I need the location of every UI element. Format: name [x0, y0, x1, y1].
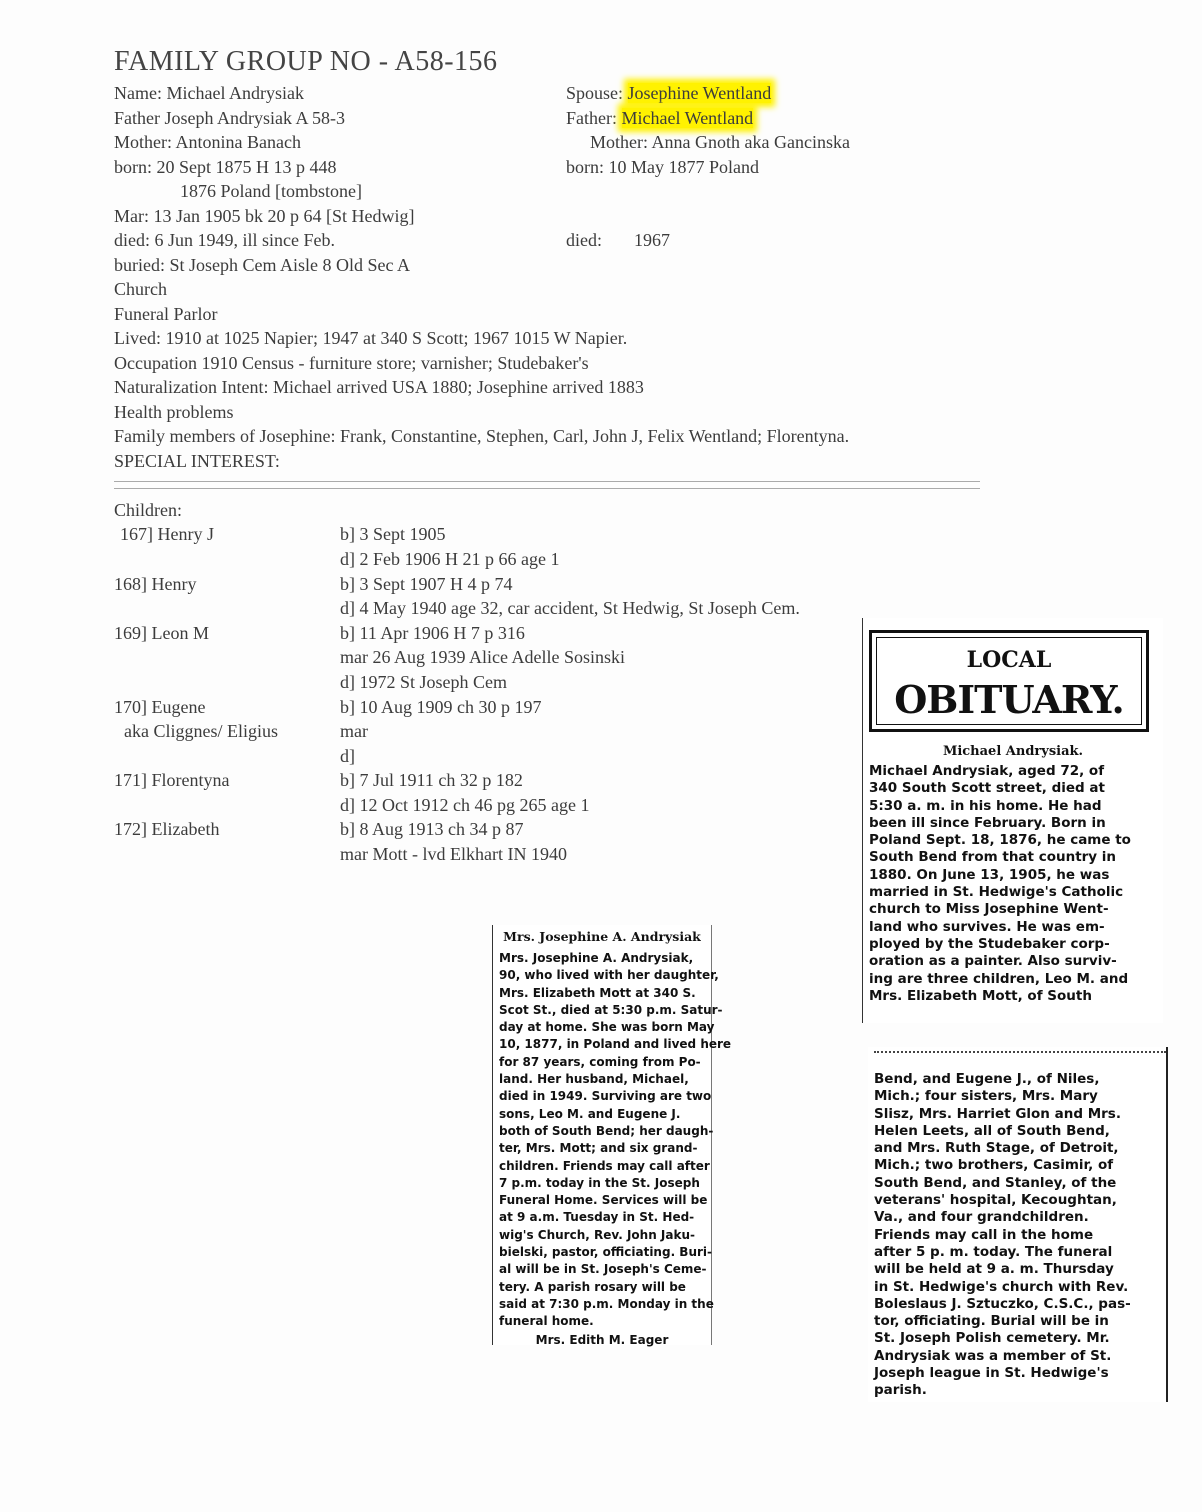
clipping-line: Funeral Home. Services will be: [499, 1193, 708, 1208]
clipping-line: al will be in St. Joseph's Ceme-: [499, 1262, 707, 1277]
lived-line: Lived: 1910 at 1025 Napier; 1947 at 340 S Scott; 1967 1015 W Napier.: [114, 328, 628, 348]
clipping-line: 90, who lived with her daughter,: [499, 968, 719, 983]
name-line: Name: Michael Andrysiak: [114, 83, 304, 103]
page-title: FAMILY GROUP NO - A58-156: [114, 46, 498, 77]
clipping-body-continued: [868, 1071, 1166, 1400]
child-alias: aka Cliggnes/ Eligius: [124, 721, 278, 741]
spouse-mother-line: Mother: Anna Gnoth aka Gancinska: [590, 132, 850, 152]
clipping-line: sons, Leo M. and Eugene J.: [499, 1106, 681, 1121]
clipping-line: 340 South Scott street, died at: [869, 780, 1105, 797]
clipping-line: funeral home.: [499, 1314, 594, 1329]
child-detail: b] 8 Aug 1913 ch 34 p 87: [340, 819, 524, 839]
child-detail: b] 3 Sept 1905: [340, 524, 446, 544]
clipping-line: in St. Hedwige's church with Rev.: [874, 1278, 1129, 1295]
masthead-obituary: OBITUARY.: [894, 677, 1124, 722]
clipping-line: bielski, pastor, officiating. Buri-: [499, 1245, 712, 1260]
clipping-line: ing are three children, Leo M. and: [869, 970, 1129, 987]
clipping-line: St. Joseph Polish cemetery. Mr.: [874, 1330, 1110, 1347]
michael-obituary-clipping: [862, 618, 1163, 1023]
josephine-obituary-clipping: [492, 925, 732, 1347]
clipping-line: veterans' hospital, Kecoughtan,: [874, 1192, 1117, 1209]
funeral-parlor-line: Funeral Parlor: [114, 304, 218, 324]
clipping-signature: Mrs. Edith M. Eager: [535, 1332, 669, 1347]
special-interest-line: SPECIAL INTEREST:: [114, 451, 280, 471]
clipping-body: [493, 950, 732, 1331]
health-line: Health problems: [114, 402, 234, 422]
clipping-line: Joseph league in St. Hedwige's: [874, 1365, 1109, 1382]
clipping-line: 5:30 a. m. in his home. He had: [869, 797, 1102, 814]
child-detail: d] 12 Oct 1912 ch 46 pg 265 age 1: [340, 795, 590, 815]
clipping-line: Helen Leets, all of South Bend,: [874, 1122, 1110, 1139]
buried-line: buried: St Joseph Cem Aisle 8 Old Sec A: [114, 255, 410, 275]
child-name: 167] Henry J: [120, 524, 214, 544]
clipping-line: Mrs. Josephine A. Andrysiak,: [499, 951, 694, 965]
clipping-line: Va., and four grandchildren.: [874, 1209, 1089, 1226]
clipping-line: oration as a painter. Also surviv-: [869, 953, 1117, 970]
clipping-line: said at 7:30 p.m. Monday in the: [499, 1296, 714, 1311]
clipping-line: been ill since February. Born in: [869, 814, 1106, 831]
clipping-line: South Bend from that country in: [869, 849, 1117, 866]
child-detail: b] 11 Apr 1906 H 7 p 316: [340, 623, 525, 643]
child-detail: mar: [340, 721, 368, 741]
masthead-local: LOCAL: [966, 647, 1052, 673]
child-detail: d] 2 Feb 1906 H 21 p 66 age 1: [340, 549, 560, 569]
clipping-heading: Mrs. Josephine A. Andrysiak: [503, 929, 701, 944]
clipping-body: [863, 763, 1163, 1005]
clipping-line: and Mrs. Ruth Stage, of Detroit,: [874, 1140, 1119, 1157]
clipping-line: South Bend, and Stanley, of the: [874, 1174, 1117, 1191]
child-detail: d] 4 May 1940 age 32, car accident, St Hedwig, St Joseph Cem.: [340, 598, 800, 618]
clipping-line: Bend, and Eugene J., of Niles,: [874, 1071, 1100, 1087]
clipping-line: 1880. On June 13, 1905, he was: [869, 866, 1110, 883]
clipping-line: at 9 a.m. Tuesday in St. Hed-: [499, 1210, 695, 1225]
clipping-line: both of South Bend; her daugh-: [499, 1123, 714, 1138]
clipping-line: for 87 years, coming from Po-: [499, 1054, 701, 1069]
died-line: died: 6 Jun 1949, ill since Feb.: [114, 230, 335, 250]
spouse-born-line: born: 10 May 1877 Poland: [566, 157, 759, 177]
spouse-line: [566, 82, 771, 104]
clipping-heading: Michael Andrysiak.: [942, 744, 1084, 759]
church-line: Church: [114, 279, 167, 299]
clipping-line: Boleslaus J. Sztuczko, C.S.C., pas-: [874, 1295, 1131, 1312]
clipping-line: after 5 p. m. today. The funeral: [874, 1243, 1113, 1260]
clipping-line: Michael Andrysiak, aged 72, of: [869, 763, 1105, 779]
child-name: 172] Elizabeth: [114, 819, 220, 839]
children-label: Children:: [114, 500, 182, 520]
clipping-line: Mich.; two brothers, Casimir, of: [874, 1157, 1114, 1174]
clipping-line: ter, Mrs. Mott; and six grand-: [499, 1141, 698, 1156]
clipping-line: Mrs. Elizabeth Mott at 340 S.: [499, 985, 696, 1000]
clipping-line: Mich.; four sisters, Mrs. Mary: [874, 1088, 1098, 1105]
clipping-line: land who survives. He was em-: [869, 918, 1105, 935]
family-members-line: Family members of Josephine: Frank, Constantine, Stephen, Carl, John J, Felix Wentland; Florentyna.: [114, 426, 850, 446]
occupation-line: Occupation 1910 Census - furniture store; varnisher; Studebaker's: [114, 353, 589, 373]
clipping-line: Scot St., died at 5:30 p.m. Satur-: [499, 1002, 723, 1017]
obituary-masthead: [869, 630, 1149, 732]
tombstone-line: 1876 Poland [tombstone]: [180, 181, 362, 201]
spouse-father-line: [566, 107, 753, 129]
spouse-label: Spouse:: [566, 83, 624, 103]
mother-line: Mother: Antonina Banach: [114, 132, 301, 152]
marriage-line: Mar: 13 Jan 1905 bk 20 p 64 [St Hedwig]: [114, 206, 415, 226]
clipping-line: wig's Church, Rev. John Jaku-: [499, 1227, 695, 1242]
divider: [114, 481, 980, 489]
clipping-line: tor, officiating. Burial will be in: [874, 1313, 1109, 1330]
clipping-line: will be held at 9 a. m. Thursday: [874, 1261, 1114, 1278]
clipping-line: Andrysiak was a member of St.: [874, 1347, 1112, 1364]
clipping-line: 7 p.m. today in the St. Joseph: [499, 1175, 700, 1190]
spouse-father-name: Michael Wentland: [621, 108, 754, 128]
clipping-line: children. Friends may call after: [499, 1158, 710, 1173]
clipping-line: land. Her husband, Michael,: [499, 1072, 689, 1087]
spouse-father-label: Father:: [566, 108, 617, 128]
child-name: 169] Leon M: [114, 623, 209, 643]
clipping-line: died in 1949. Surviving are two: [499, 1089, 712, 1104]
clipping-line: tery. A parish rosary will be: [499, 1279, 686, 1294]
child-name: 170] Eugene: [114, 697, 206, 717]
born-line: born: 20 Sept 1875 H 13 p 448: [114, 157, 337, 177]
child-detail: d]: [340, 746, 355, 766]
spouse-died-year: 1967: [634, 230, 670, 250]
michael-obituary-continued-clipping: [868, 1047, 1168, 1402]
child-detail: mar 26 Aug 1939 Alice Adelle Sosinski: [340, 647, 625, 667]
clipping-line: day at home. She was born May: [499, 1020, 715, 1035]
clipping-line: church to Miss Josephine Went-: [869, 901, 1109, 918]
clipping-line: married in St. Hedwige's Catholic: [869, 884, 1124, 901]
child-detail: b] 3 Sept 1907 H 4 p 74: [340, 574, 513, 594]
child-name: 171] Florentyna: [114, 770, 230, 790]
naturalization-line: Naturalization Intent: Michael arrived USA 1880; Josephine arrived 1883: [114, 377, 644, 397]
clipping-line: 10, 1877, in Poland and lived here: [499, 1037, 732, 1052]
child-detail: d] 1972 St Joseph Cem: [340, 672, 508, 692]
child-detail: b] 7 Jul 1911 ch 32 p 182: [340, 770, 523, 790]
clipping-line: Mrs. Elizabeth Mott, of South: [869, 987, 1092, 1004]
spouse-died-label: died:: [566, 230, 602, 250]
spouse-name: Josephine Wentland: [627, 83, 772, 103]
clipping-line: Poland Sept. 18, 1876, he came to: [869, 832, 1131, 849]
clipping-line: parish.: [874, 1382, 927, 1399]
clipping-line: Friends may call in the home: [874, 1226, 1094, 1243]
child-name: 168] Henry: [114, 574, 197, 594]
father-line: Father Joseph Andrysiak A 58-3: [114, 108, 345, 128]
clipping-line: ployed by the Studebaker corp-: [869, 935, 1110, 952]
child-detail: mar Mott - lvd Elkhart IN 1940: [340, 844, 567, 864]
child-detail: b] 10 Aug 1909 ch 30 p 197: [340, 697, 542, 717]
torn-edge: [874, 1051, 1166, 1061]
clipping-line: Slisz, Mrs. Harriet Glon and Mrs.: [874, 1105, 1121, 1122]
